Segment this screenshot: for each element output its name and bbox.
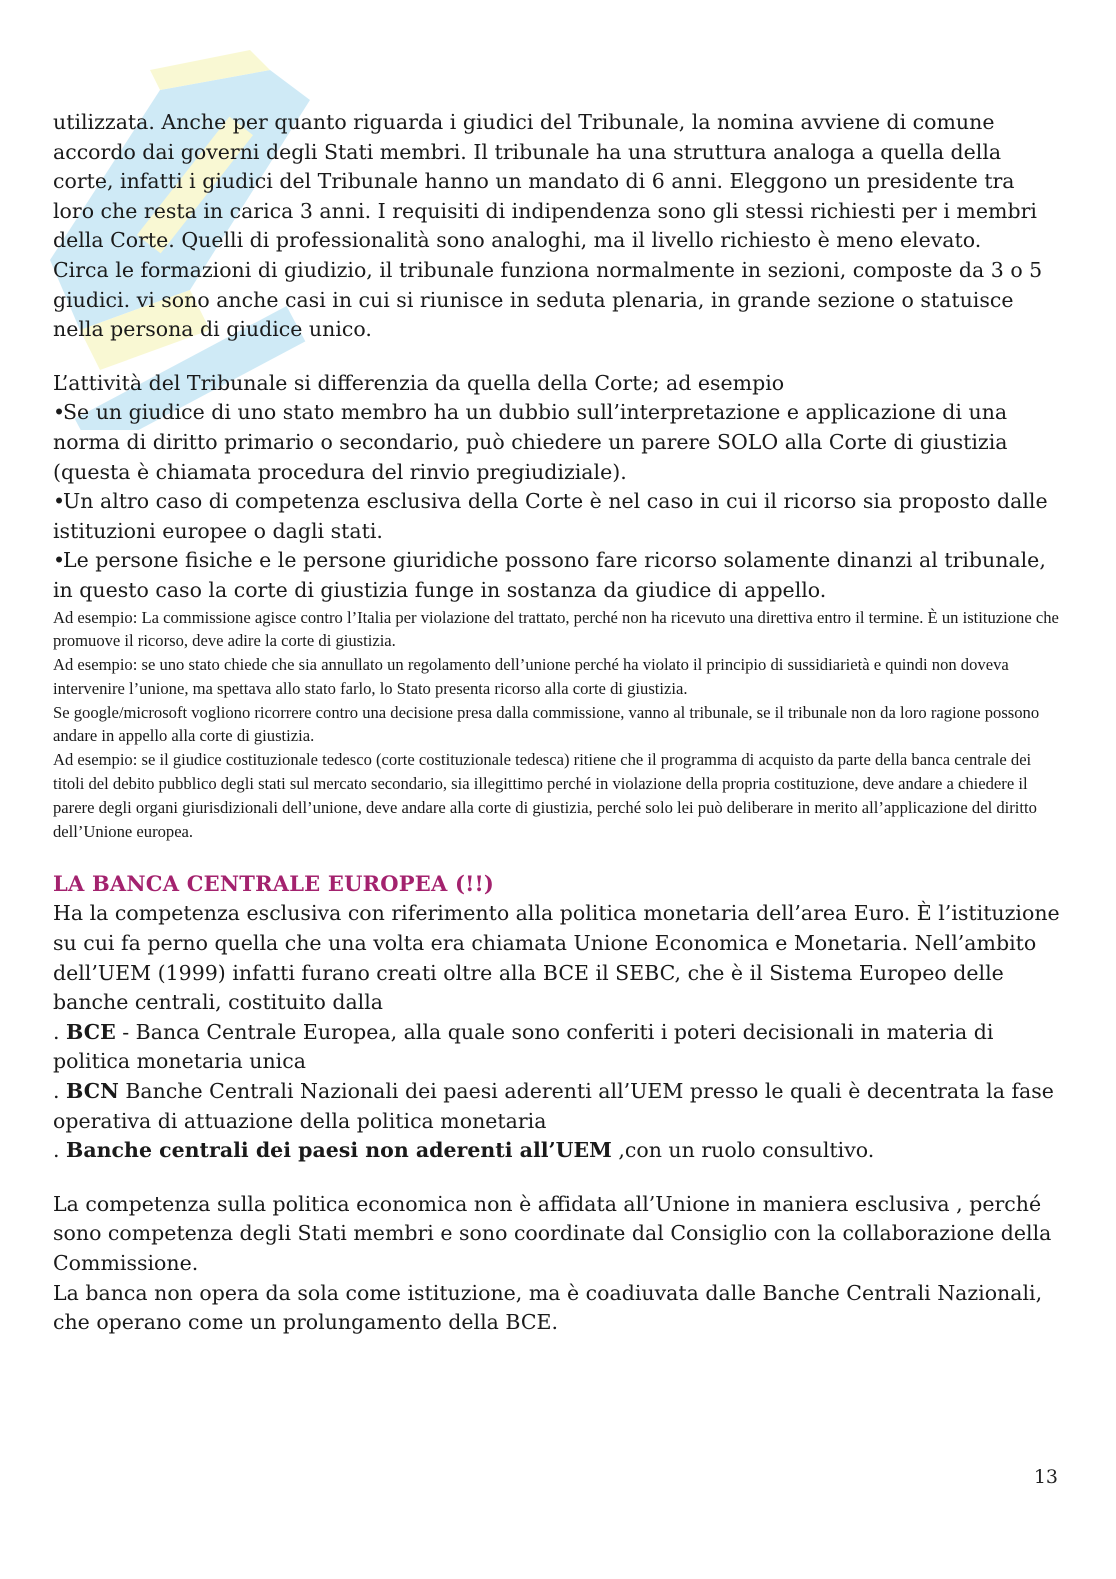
bullet-text: Se un giudice di uno stato membro ha un dubbio sull’interpretazione e applicazione di una norma di diritto primario o secondario, può chiedere un parere SOLO alla Corte di giustizia (questa è chiamata procedura del rinvio pregiudiziale).	[53, 400, 1008, 484]
example-note: Se google/microsoft vogliono ricorrere contro una decisione presa dalla commissione, vanno al tribunale, se il tribunale non da loro ragione possono andare in appello alla corte di giustizia.	[53, 702, 1040, 746]
bullet-icon: •	[53, 548, 66, 573]
bullet-text: Le persone fisiche e le persone giuridiche possono fare ricorso solamente dinanzi al tribunale, in questo caso la corte di giustizia funge in sostanza da giudice di appello.	[53, 548, 1046, 602]
bullet-item	[53, 398, 1061, 487]
page-number: 13	[1033, 1466, 1058, 1488]
example-note: Ad esempio: se il giudice costituzionale tedesco (corte costituzionale tedesca) ritiene che il programma di acquisto da parte della banca centrale dei titoli del debito pubblico degli stati sul mercato secondario, sia illegittimo perché in violazione della propria costituzione, deve andare a chiedere il parere degli organi giurisdizionali dell’unione, deve andare alla corte di giustizia, perché solo lei può deliberare in merito all’applicazione del diritto dell’Unione europea.	[53, 750, 1037, 841]
paragraph-politica-economica: La competenza sulla politica economica non è affidata all’Unione in maniera esclusiva , perché sono competenza degli Stati membri e sono coordinate dal Consiglio con la collaborazione della Commissione.	[53, 1191, 1052, 1275]
bullet-icon: •	[53, 400, 66, 425]
list-item-text: - Banca Centrale Europea, alla quale sono conferiti i poteri decisionali in materia di politica monetaria unica	[53, 1019, 994, 1074]
list-item-term: BCE	[66, 1019, 116, 1044]
paragraph-bce-intro: Ha la competenza esclusiva con riferimento alla politica monetaria dell’area Euro. È l’istituzione su cui fa perno quella che una volta era chiamata Unione Economica e Monetaria. Nell’ambito dell’UEM (1999) infatti furano creati oltre alla BCE il SEBC, che è il Sistema Europeo delle banche centrali, costituito dalla	[53, 901, 1060, 1015]
bullet-text: Un altro caso di competenza esclusiva della Corte è nel caso in cui il ricorso sia proposto dalle istituzioni europee o dagli stati.	[53, 489, 1048, 543]
bullet-item	[53, 546, 1061, 605]
list-item-term: BCN	[66, 1079, 119, 1104]
section-heading-bce: LA BANCA CENTRALE EUROPEA (!!)	[53, 871, 495, 897]
list-item-term: Banche centrali dei paesi non aderenti all’UEM	[66, 1138, 612, 1163]
list-marker: .	[53, 1138, 67, 1163]
paragraph-tribunale-intro: utilizzata. Anche per quanto riguarda i giudici del Tribunale, la nomina avviene di comune accordo dai governi degli Stati membri. Il tribunale ha una struttura analoga a quella della corte, infatti i giudici del Tribunale hanno un mandato di 6 anni. Eleggono un presidente tra loro che resta in carica 3 anni. I requisiti di indipendenza sono gli stessi richiesti per i membri della Corte. Quelli di professionalità sono analoghi, ma il livello richiesto è meno elevato.	[53, 110, 1037, 253]
example-note: Ad esempio: La commissione agisce contro l’Italia per violazione del trattato, perché non ha ricevuto una direttiva entro il termine. È un istituzione che promuove il ricorso, deve adire la corte di giustizia.	[53, 607, 1059, 651]
list-marker: .	[53, 1079, 67, 1104]
paragraph-attivita: L’attività del Tribunale si differenzia da quella della Corte; ad esempio	[53, 370, 785, 395]
list-marker: .	[53, 1019, 67, 1044]
bullet-item	[53, 487, 1061, 546]
paragraph-banca-bcn: La banca non opera da sola come istituzione, ma è coadiuvata dalle Banche Centrali Nazionali, che operano come un prolungamento della BCE.	[53, 1280, 1043, 1335]
list-item	[53, 1018, 1061, 1077]
example-note: Ad esempio: se uno stato chiede che sia annullato un regolamento dell’unione perché ha violato il principio di sussidiarietà e quindi non doveva intervenire l’unione, ma spettava allo stato farlo, lo Stato presenta ricorso alla corte di giustizia.	[53, 655, 1009, 698]
list-item-text: ,con un ruolo consultivo.	[611, 1138, 875, 1163]
bullet-icon: •	[53, 489, 66, 514]
paragraph-formazioni: Circa le formazioni di giudizio, il tribunale funziona normalmente in sezioni, composte da 3 o 5 giudici. vi sono anche casi in cui si riunisce in seduta plenaria, in grande sezione o statuisce nella persona di giudice unico.	[53, 257, 1043, 342]
list-item	[53, 1136, 1061, 1166]
list-item-text: Banche Centrali Nazionali dei paesi aderenti all’UEM presso le quali è decentrata la fase operativa di attuazione della politica monetaria	[53, 1079, 1054, 1133]
page-content	[53, 108, 1061, 1338]
list-item	[53, 1077, 1061, 1136]
